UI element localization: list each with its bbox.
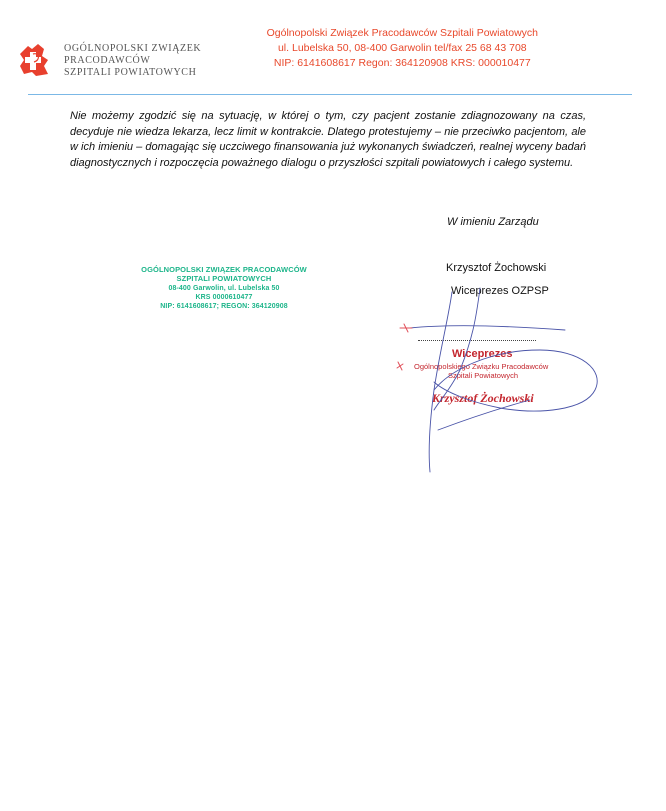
org-address: ul. Lubelska 50, 08-400 Garwolin tel/fax 25 68 43 708 <box>277 42 527 54</box>
stamp-line-5: NIP: 6141608617; REGON: 364120908 <box>160 303 288 310</box>
stamp-dotted-line <box>418 340 536 341</box>
signer-name: Krzysztof Żochowski <box>446 262 547 274</box>
header-address <box>267 26 538 71</box>
name-stamp-org-line-2: Szpitali Powiatowych <box>448 371 519 380</box>
ozpsp-logo-icon <box>14 40 54 80</box>
logo-line-3: SZPITALI POWIATOWYCH <box>64 67 197 78</box>
name-stamp-org-line-1: Ogólnopolskiego Związku Pracodawców <box>414 362 549 371</box>
name-stamp-name: Krzysztof Żochowski <box>432 391 534 405</box>
logo-text <box>64 43 201 79</box>
org-registry: NIP: 6141608617 Regon: 364120908 KRS: 000010477 <box>273 57 531 69</box>
name-stamp-title: Wiceprezes <box>452 348 513 360</box>
stamp-line-4: KRS 0000610477 <box>195 294 253 301</box>
body-paragraph: Nie możemy zgodzić się na sytuację, w której o tym, czy pacjent zostanie zdiagnozowany na czas, decyduje nie wiedza lekarza, lecz limit w kontrakcie. Dlatego protestujemy – nie przeciwko pacjentom, ale w ich imieniu – domagając się uczciwego finansowania już wykonanych świadczeń, realnej wyceny badań diagnostycznych i rozpoczęcia poważnego dialogu o przyszłości szpitali powiatowych i całego systemu. <box>70 110 586 169</box>
company-stamp <box>140 265 308 311</box>
handwritten-signature <box>390 280 620 480</box>
logo-line-2: PRACODAWCÓW <box>64 55 151 66</box>
closing-line: W imieniu Zarządu <box>447 216 539 228</box>
signer-title: Wiceprezes OZPSP <box>451 285 549 297</box>
stamp-line-2: SZPITALI POWIATOWYCH <box>176 274 272 283</box>
org-name: Ogólnopolski Związek Pracodawców Szpitali Powiatowych <box>266 27 538 39</box>
header-divider <box>28 94 632 95</box>
logo-line-1: OGÓLNOPOLSKI ZWIĄZEK <box>64 43 202 54</box>
stamp-line-1: OGÓLNOPOLSKI ZWIĄZEK PRACODAWCÓW <box>141 265 307 274</box>
stamp-line-3: 08-400 Garwolin, ul. Lubelska 50 <box>168 285 280 292</box>
